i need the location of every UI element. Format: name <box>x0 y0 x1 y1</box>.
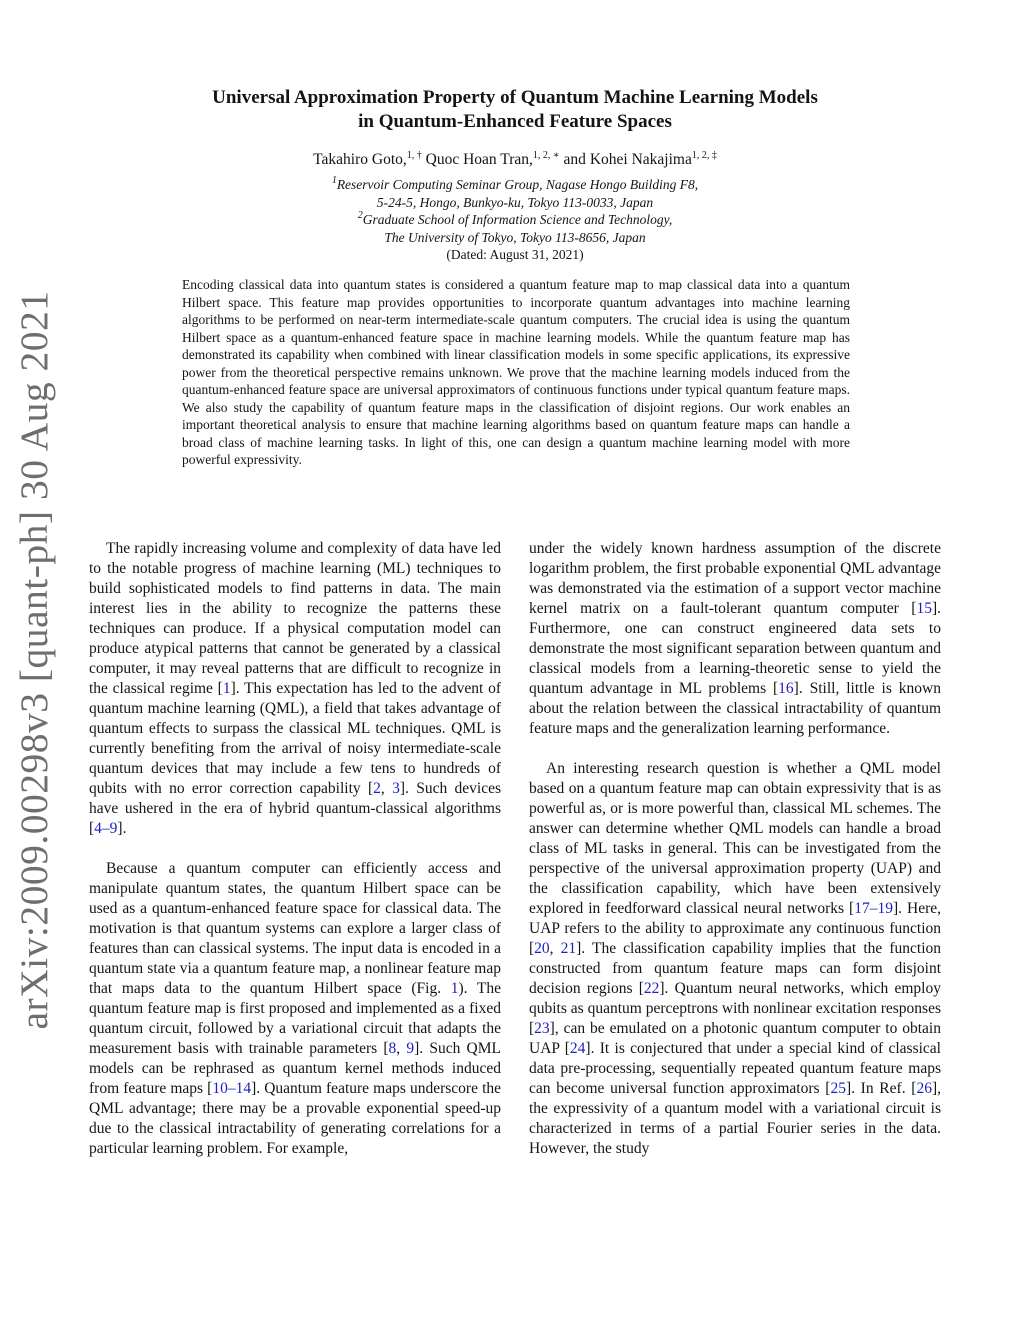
author-tran-affil-marks <box>533 150 560 161</box>
author-nakajima-corr-mark[interactable]: ‡ <box>711 150 717 161</box>
citation-link[interactable]: 23 <box>534 1020 550 1037</box>
affiliation-1-line-1: $^1$Reservoir Computing Seminar Group, Nagase Hongo Building F8, <box>331 175 699 192</box>
citation-link[interactable]: 21 <box>560 940 577 957</box>
citation-link[interactable]: 1 <box>222 680 231 697</box>
author-nakajima-affil-num: 1, 2, <box>691 150 712 161</box>
author-tran: Quoc Hoan Tran, <box>425 151 533 168</box>
citation-link[interactable]: 9 <box>406 1040 415 1057</box>
author-list <box>120 150 910 170</box>
author-tran-corr-mark[interactable]: ∗ <box>552 150 560 161</box>
affiliation-1-number: 1 <box>331 175 337 186</box>
author-goto: Takahiro Goto, <box>313 151 407 168</box>
affiliation-2-number: 2 <box>357 210 363 221</box>
abstract: Encoding classical data into quantum states is considered a quantum feature map to map classical data into a quantum Hilbert space. This feature map provides opportunities to incorporate quantum advantages into machine learning algorithms to be performed on near-term intermediate-scale quantum computers. The crucial idea is using the quantum Hilbert space as a quantum-enhanced feature space in machine learning models. While the quantum feature map has demonstrated its capability when combined with linear classification models in some specific applications, its expressive power from the theoretical perspective remains unknown. We prove that the machine learning models induced from the quantum-enhanced feature space are universal approximators of continuous functions under typical quantum feature maps. We also study the capability of quantum feature maps in the classification of disjoint regions. Our work enables an important theoretical analysis to ensure that machine learning algorithms based on quantum feature maps can handle a broad class of machine learning tasks. In light of this, one can design a quantum machine learning model with more powerful expressivity. <box>182 277 850 467</box>
citation-link[interactable]: 16 <box>778 680 794 697</box>
citation-link[interactable]: 17–19 <box>854 900 893 917</box>
citation-link[interactable]: 2 <box>373 780 381 797</box>
author-nakajima: Kohei Nakajima <box>589 151 692 168</box>
paragraph-introduction-1: The rapidly increasing volume and complexity of data have led to the notable progress of machine learning (ML) techniques to build sophisticated models to find patterns in data. The main interest lies in the ability to recognize the patterns these techniques can produce. If a physical computation model can produce atypical patterns that cannot be generated by a classical computer, it may reveal patterns that are difficult to recognize in the classical regime [1]. This expectation has led to the advent of quantum machine learning (QML), a field that takes advantage of quantum effects to surpass the classical ML techniques. QML is currently benefiting from the arrival of noisy intermediate-scale quantum devices that may include a few tens to hundreds of qubits with no error correction capability [2, 3]. Such devices have ushered in the era of hybrid quantum-classical algorithms [4–9]. <box>89 540 502 837</box>
paragraph-introduction-2-continued: under the widely known hardness assumption of the discrete logarithm problem, the first probable exponential QML advantage was demonstrated via the estimation of a support vector machine kernel matrix on a fault-tolerant quantum computer [15]. Furthermore, one can construct engineered data sets to demonstrate the most significant separation between quantum and classical models from a learning-theoretic sense to yield the quantum advantage in ML problems [16]. Still, little is known about the relation between the classical intractability of quantum feature maps and the generalization learning performance. <box>529 540 941 737</box>
citation-link[interactable]: 8 <box>388 1040 397 1057</box>
citation-link[interactable]: 26 <box>916 1080 932 1097</box>
affiliations <box>120 176 910 264</box>
title-line-2: in Quantum-Enhanced Feature Spaces <box>358 111 672 132</box>
affiliation-1-line-2: 5-24-5, Hongo, Bunkyo-ku, Tokyo 113-0033, Japan <box>376 194 654 210</box>
paragraph-introduction-3: An interesting research question is whether a QML model based on a quantum feature map can obtain expressivity that is as powerful as, or is more powerful than, classical ML schemes. The answer can determine whether QML models can handle a broad class of ML tasks in general. This can be investigated from the perspective of the universal approximation property (UAP) and the classification capability, which have been extensively explored in feedforward classical neural networks [17–19]. Here, UAP refers to the ability to approximate any continuous function [20, 21]. The classification capability implies that the function constructed from quantum feature maps can form disjoint decision regions [22]. Quantum neural networks, which employ qubits as quantum perceptrons with nonlinear excitation responses [23], can be emulated on a photonic quantum computer to obtain UAP [24]. It is conjectured that under a special kind of classical data pre-processing, sequentially repeated quantum feature maps can become universal function approximators [25]. In Ref. [26], the expressivity of a quantum model with a variational circuit is characterized in terms of a partial Fourier series in the data. However, the study <box>529 760 941 1157</box>
citation-link[interactable]: 4–9 <box>94 820 118 837</box>
arxiv-id-text: arXiv:2009.00298v3 [quant-ph] 30 Aug 2021 <box>12 290 56 1030</box>
figure-reference-link[interactable]: 1 <box>450 980 459 997</box>
body-column-right <box>529 539 941 1179</box>
citation-link[interactable]: 3 <box>392 780 400 797</box>
paper-title <box>120 86 910 134</box>
affiliation-2-line-2: The University of Tokyo, Tokyo 113-8656, Japan <box>384 229 646 245</box>
arxiv-identifier-sidebar <box>6 290 62 1030</box>
affiliation-2-line-1: $^2$Graduate School of Information Science and Technology, <box>357 210 673 227</box>
author-goto-affil-marks: 1, † <box>406 150 422 161</box>
citation-link[interactable]: 20 <box>534 940 550 957</box>
author-conjunction: and <box>563 151 586 168</box>
paragraph-introduction-2: Because a quantum computer can efficiently access and manipulate quantum states, the quantum Hilbert space can be used as a quantum-enhanced feature space for classical data. The motivation is that quantum systems can explore a larger class of features than can classical systems. The input data is encoded in a quantum state via a quantum feature map, a nonlinear feature map that maps data to the quantum Hilbert space (Fig. 1). The quantum feature map is first proposed and implemented as a fixed quantum circuit, followed by a variational circuit that adapts the measurement basis with trainable parameters [8, 9]. Such QML models can be rephrased as quantum kernel methods induced from feature maps [10–14]. Quantum feature maps underscore the QML advantage; there may be a provable exponential speed-up due to the classical intractability of generating correlations for a particular learning problem. For example, <box>89 860 502 1157</box>
citation-link[interactable]: 25 <box>830 1080 846 1097</box>
author-nakajima-affil-marks <box>692 150 717 161</box>
citation-link[interactable]: 24 <box>569 1040 586 1057</box>
citation-link[interactable]: 22 <box>643 980 660 997</box>
citation-link[interactable]: 10–14 <box>212 1080 252 1097</box>
date-line: (Dated: August 31, 2021) <box>446 247 584 262</box>
citation-link[interactable]: 15 <box>916 600 932 617</box>
author-tran-affil-num: 1, 2, <box>532 150 553 161</box>
body-column-left <box>89 539 501 1179</box>
title-line-1: Universal Approximation Property of Quantum Machine Learning Models <box>212 87 818 108</box>
